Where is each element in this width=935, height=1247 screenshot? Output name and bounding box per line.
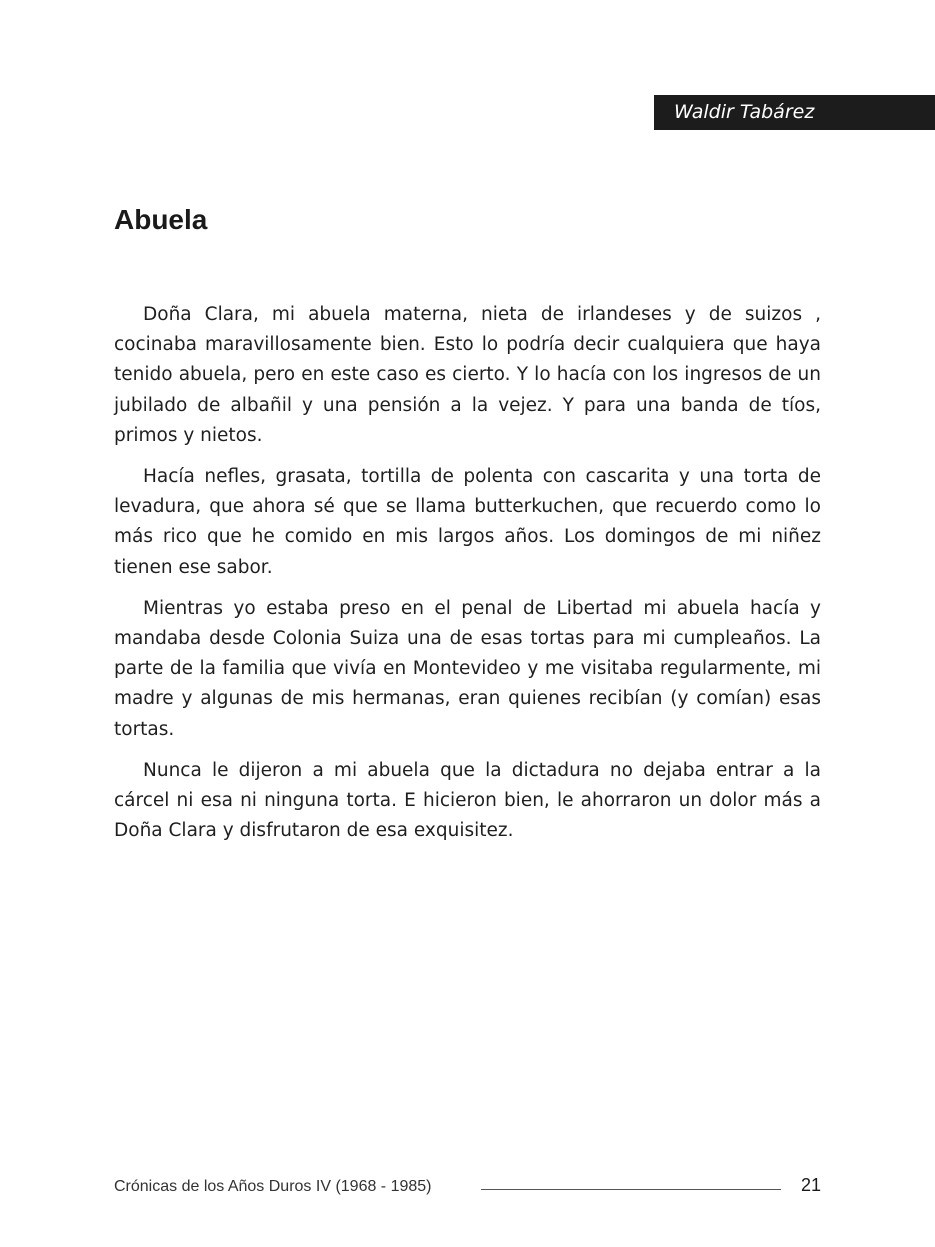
author-name: Waldir Tabárez — [674, 101, 815, 123]
page-footer — [114, 1175, 821, 1201]
chapter-title: Abuela — [114, 204, 208, 235]
body-paragraph: Nunca le dijeron a mi abuela que la dictadura no dejaba entrar a la cárcel ni esa ni ninguna torta. E hicieron bien, le ahorraron un dolor más a Doña Clara y disfrutaron de esa exquisitez. — [114, 759, 821, 842]
page-number: 21 — [800, 1175, 821, 1195]
chapter-body — [114, 300, 821, 857]
footer-divider — [481, 1189, 781, 1190]
footer-book-title: Crónicas de los Años Duros IV (1968 - 1985) — [114, 1178, 432, 1195]
body-paragraph: Mientras yo estaba preso en el penal de Libertad mi abuela hacía y mandaba desde Colonia Suiza una de esas tortas para mi cumpleaños. La parte de la familia que vivía en Montevideo y me visitaba regularmente, mi madre y algunas de mis hermanas, eran quienes recibían (y comían) esas tortas. — [114, 597, 821, 740]
body-paragraph: Hacía nefles, grasata, tortilla de polenta con cascarita y una torta de levadura, que ahora sé que se llama butterkuchen, que recuerdo como lo más rico que he comido en mis largos años. Los domingos de mi niñez tienen ese sabor. — [114, 466, 821, 578]
body-paragraph: Doña Clara, mi abuela materna, nieta de irlandeses y de suizos , cocinaba maravillosamente bien. Esto lo podría decir cualquiera que haya tenido abuela, pero en este caso es cierto. Y lo hacía con los ingresos de un jubilado de albañil y una pensión a la vejez. Y para una banda de tíos, primos y nietos. — [114, 304, 821, 446]
author-banner — [654, 95, 935, 130]
